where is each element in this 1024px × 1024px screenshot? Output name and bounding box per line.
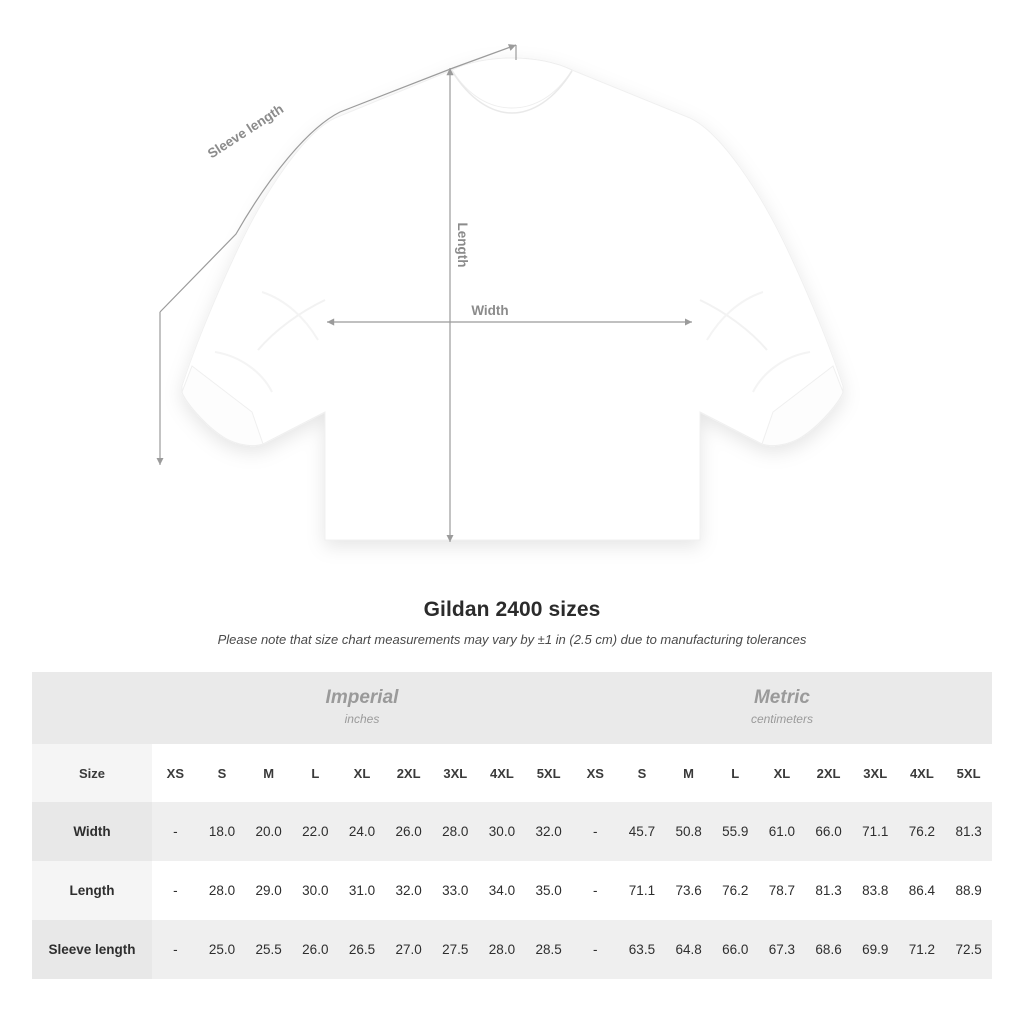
size-column-header-xl-metric: XL xyxy=(759,744,806,802)
table-row xyxy=(32,920,992,979)
page-title: Gildan 2400 sizes xyxy=(423,598,601,621)
size-column-header-xs-imperial: XS xyxy=(152,744,199,802)
size-column-header-m-metric: M xyxy=(665,744,712,802)
cell-sleeve-length-metric-5xl: 72.5 xyxy=(945,920,992,979)
cell-width-metric-5xl: 81.3 xyxy=(945,802,992,861)
cell-width-imperial-5xl: 32.0 xyxy=(525,802,572,861)
unit-group-subtitle: centimeters xyxy=(750,712,813,726)
size-column-header-4xl-metric: 4XL xyxy=(899,744,946,802)
unit-group-metric xyxy=(572,672,992,744)
cell-length-metric-s: 71.1 xyxy=(619,861,666,920)
size-column-header-s-metric: S xyxy=(619,744,666,802)
cell-sleeve-length-imperial-xl: 26.5 xyxy=(339,920,386,979)
cell-length-imperial-xl: 31.0 xyxy=(339,861,386,920)
cell-width-metric-xs: - xyxy=(572,802,619,861)
cell-width-metric-l: 55.9 xyxy=(712,802,759,861)
length-label: Length xyxy=(455,222,470,268)
cell-sleeve-length-metric-l: 66.0 xyxy=(712,920,759,979)
row-label-sleeve-length: Sleeve length xyxy=(32,920,152,979)
cell-sleeve-length-metric-3xl: 69.9 xyxy=(852,920,899,979)
cell-sleeve-length-metric-4xl: 71.2 xyxy=(899,920,946,979)
cell-length-metric-3xl: 83.8 xyxy=(852,861,899,920)
cell-sleeve-length-metric-xl: 67.3 xyxy=(759,920,806,979)
cell-length-imperial-2xl: 32.0 xyxy=(385,861,432,920)
size-column-header-xl-imperial: XL xyxy=(339,744,386,802)
size-column-header-l-imperial: L xyxy=(292,744,339,802)
cell-length-imperial-3xl: 33.0 xyxy=(432,861,479,920)
cell-sleeve-length-imperial-l: 26.0 xyxy=(292,920,339,979)
size-header-label: Size xyxy=(32,744,152,802)
cell-length-metric-l: 76.2 xyxy=(712,861,759,920)
cell-width-metric-m: 50.8 xyxy=(665,802,712,861)
cell-width-metric-s: 45.7 xyxy=(619,802,666,861)
size-header-row xyxy=(32,744,992,802)
unit-group-imperial xyxy=(152,672,572,744)
cell-width-imperial-xs: - xyxy=(152,802,199,861)
unit-header-row xyxy=(32,672,992,744)
size-column-header-s-imperial: S xyxy=(199,744,246,802)
cell-width-imperial-3xl: 28.0 xyxy=(432,802,479,861)
unit-group-subtitle: inches xyxy=(344,712,380,726)
cell-sleeve-length-imperial-5xl: 28.5 xyxy=(525,920,572,979)
cell-width-imperial-4xl: 30.0 xyxy=(479,802,526,861)
cell-width-metric-2xl: 66.0 xyxy=(805,802,852,861)
sleeve-length-label: Sleeve length xyxy=(204,101,287,162)
cell-length-metric-xs: - xyxy=(572,861,619,920)
cell-sleeve-length-metric-xs: - xyxy=(572,920,619,979)
size-column-header-5xl-imperial: 5XL xyxy=(525,744,572,802)
table-row xyxy=(32,861,992,920)
size-column-header-xs-metric: XS xyxy=(572,744,619,802)
table-row xyxy=(32,802,992,861)
cell-width-metric-xl: 61.0 xyxy=(759,802,806,861)
title-block xyxy=(0,598,1024,647)
unit-header-spacer xyxy=(32,672,152,744)
tolerance-note: Please note that size chart measurements may vary by ±1 in (2.5 cm) due to manufacturing tolerances xyxy=(217,632,807,647)
unit-group-name: Metric xyxy=(753,687,810,708)
size-chart-table xyxy=(32,672,992,979)
cell-length-imperial-l: 30.0 xyxy=(292,861,339,920)
cell-sleeve-length-imperial-3xl: 27.5 xyxy=(432,920,479,979)
cell-length-metric-m: 73.6 xyxy=(665,861,712,920)
size-column-header-5xl-metric: 5XL xyxy=(945,744,992,802)
size-column-header-2xl-imperial: 2XL xyxy=(385,744,432,802)
size-column-header-3xl-imperial: 3XL xyxy=(432,744,479,802)
size-column-header-3xl-metric: 3XL xyxy=(852,744,899,802)
garment-shape xyxy=(182,58,843,540)
cell-sleeve-length-imperial-4xl: 28.0 xyxy=(479,920,526,979)
cell-length-metric-xl: 78.7 xyxy=(759,861,806,920)
unit-group-name: Imperial xyxy=(325,687,399,708)
row-label-length: Length xyxy=(32,861,152,920)
cell-length-imperial-5xl: 35.0 xyxy=(525,861,572,920)
cell-width-imperial-l: 22.0 xyxy=(292,802,339,861)
cell-sleeve-length-imperial-m: 25.5 xyxy=(245,920,292,979)
size-column-header-m-imperial: M xyxy=(245,744,292,802)
cell-width-imperial-2xl: 26.0 xyxy=(385,802,432,861)
cell-length-metric-4xl: 86.4 xyxy=(899,861,946,920)
cell-length-imperial-xs: - xyxy=(152,861,199,920)
size-column-header-l-metric: L xyxy=(712,744,759,802)
cell-length-metric-5xl: 88.9 xyxy=(945,861,992,920)
row-label-width: Width xyxy=(32,802,152,861)
cell-sleeve-length-imperial-2xl: 27.0 xyxy=(385,920,432,979)
cell-width-imperial-s: 18.0 xyxy=(199,802,246,861)
cell-length-imperial-s: 28.0 xyxy=(199,861,246,920)
cell-sleeve-length-imperial-s: 25.0 xyxy=(199,920,246,979)
cell-length-metric-2xl: 81.3 xyxy=(805,861,852,920)
size-column-header-4xl-imperial: 4XL xyxy=(479,744,526,802)
cell-sleeve-length-metric-s: 63.5 xyxy=(619,920,666,979)
cell-width-metric-3xl: 71.1 xyxy=(852,802,899,861)
size-column-header-2xl-metric: 2XL xyxy=(805,744,852,802)
cell-length-imperial-m: 29.0 xyxy=(245,861,292,920)
cell-sleeve-length-metric-m: 64.8 xyxy=(665,920,712,979)
cell-sleeve-length-imperial-xs: - xyxy=(152,920,199,979)
cell-sleeve-length-metric-2xl: 68.6 xyxy=(805,920,852,979)
width-label: Width xyxy=(471,303,509,318)
cell-width-imperial-xl: 24.0 xyxy=(339,802,386,861)
cell-width-imperial-m: 20.0 xyxy=(245,802,292,861)
cell-width-metric-4xl: 76.2 xyxy=(899,802,946,861)
cell-length-imperial-4xl: 34.0 xyxy=(479,861,526,920)
